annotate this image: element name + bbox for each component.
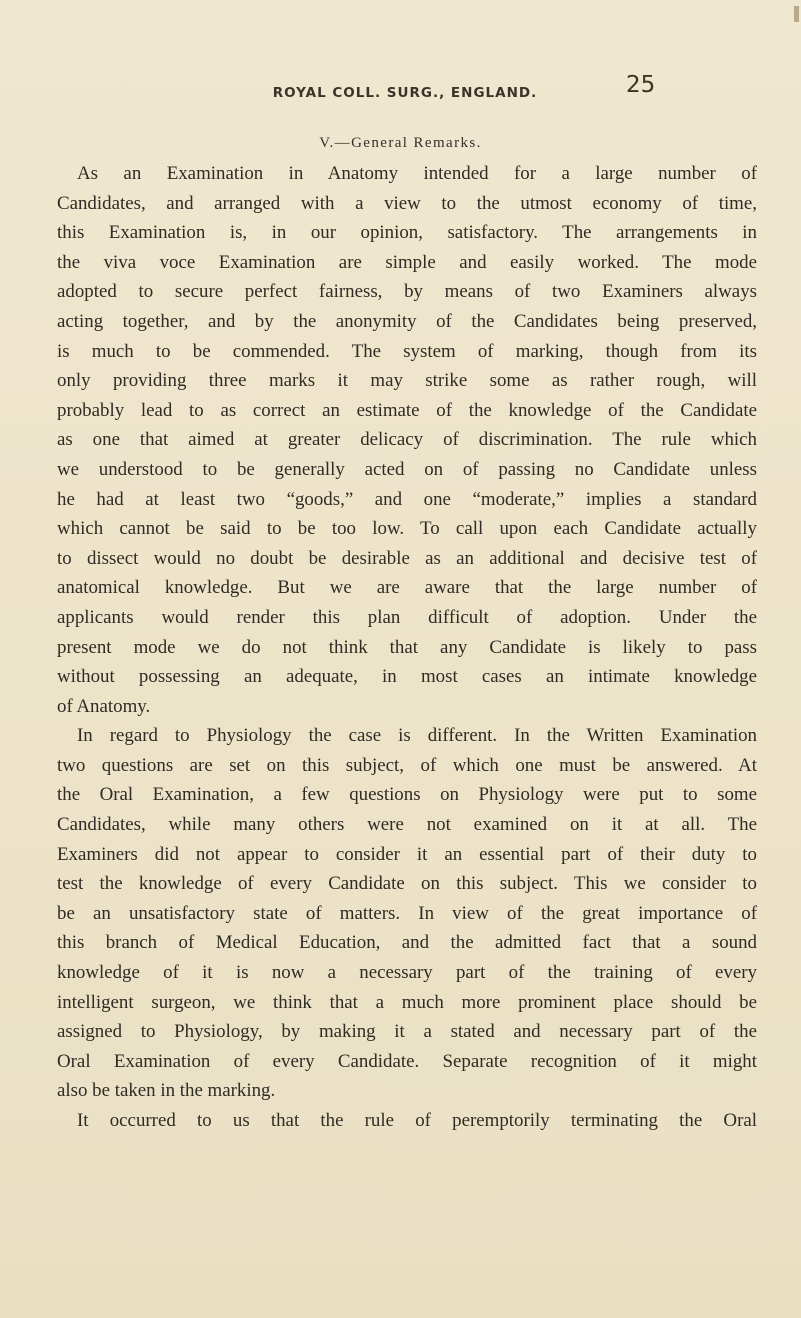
text-line: acting together, and by the anonymity of the Candidates being preserved, (57, 310, 757, 332)
text-line: we understood to be generally acted on of passing no Candidate unless (57, 458, 757, 480)
text-line: Candidates, and arranged with a view to the utmost economy of time, (57, 192, 757, 214)
body-text (57, 159, 757, 1136)
paragraph-physiology (57, 721, 757, 1106)
text-line: to dissect would no doubt be desirable as an additional and decisive test of (57, 547, 757, 569)
text-line: It occurred to us that the rule of peremptorily terminating the Oral (77, 1110, 757, 1131)
text-line: knowledge of it is now a necessary part of the training of every (57, 962, 757, 984)
text-line: probably lead to as correct an estimate of the knowledge of the Candidate (57, 399, 757, 421)
text-line: As an Examination in Anatomy intended for a large number of (77, 163, 757, 184)
text-line: the viva voce Examination are simple and easily worked. The mode (57, 251, 757, 273)
page-edge-mark (794, 6, 799, 22)
text-line: this branch of Medical Education, and the admitted fact that a sound (57, 932, 757, 954)
text-line: be an unsatisfactory state of matters. In view of the great importance of (57, 902, 757, 924)
section-title: V.—General Remarks. (319, 135, 482, 151)
text-line: also be taken in the marking. (57, 1080, 276, 1102)
text-line: two questions are set on this subject, of which one must be answered. At (57, 754, 757, 776)
text-line: In regard to Physiology the case is different. In the Written Examination (77, 725, 757, 747)
text-line: is much to be commended. The system of marking, though from its (57, 340, 757, 362)
running-head: ROYAL COLL. SURG., ENGLAND. (272, 85, 538, 101)
text-line: test the knowledge of every Candidate on this subject. This we consider to (57, 873, 757, 895)
page-number: 25 (626, 72, 656, 98)
text-line: which cannot be said to be too low. To call upon each Candidate actually (57, 518, 757, 540)
text-line: Candidates, while many others were not examined on it at all. The (57, 814, 757, 836)
text-line: this Examination is, in our opinion, satisfactory. The arrangements in (57, 222, 757, 244)
text-line: as one that aimed at greater delicacy of discrimination. The rule which (57, 429, 757, 451)
text-line: applicants would render this plan difficult of adoption. Under the (57, 606, 757, 628)
text-line: without possessing an adequate, in most cases an intimate knowledge (57, 666, 757, 688)
text-line: anatomical knowledge. But we are aware that the large number of (57, 577, 757, 599)
text-line: only providing three marks it may strike some as rather rough, will (57, 370, 757, 392)
text-line: intelligent surgeon, we think that a much more prominent place should be (57, 991, 757, 1013)
text-line: he had at least two “goods,” and one “moderate,” implies a standard (57, 488, 757, 510)
text-line: present mode we do not think that any Candidate is likely to pass (57, 636, 757, 658)
text-line: assigned to Physiology, by making it a stated and necessary part of the (57, 1021, 757, 1043)
text-line: adopted to secure perfect fairness, by means of two Examiners always (57, 281, 757, 303)
paragraph-oral (57, 1106, 757, 1136)
text-line: the Oral Examination, a few questions on Physiology were put to some (57, 784, 757, 806)
text-line: of Anatomy. (57, 695, 151, 717)
text-line: Oral Examination of every Candidate. Separate recognition of it might (57, 1050, 757, 1072)
text-line: Examiners did not appear to consider it an essential part of their duty to (57, 843, 757, 865)
paragraph-anatomy (57, 159, 757, 721)
